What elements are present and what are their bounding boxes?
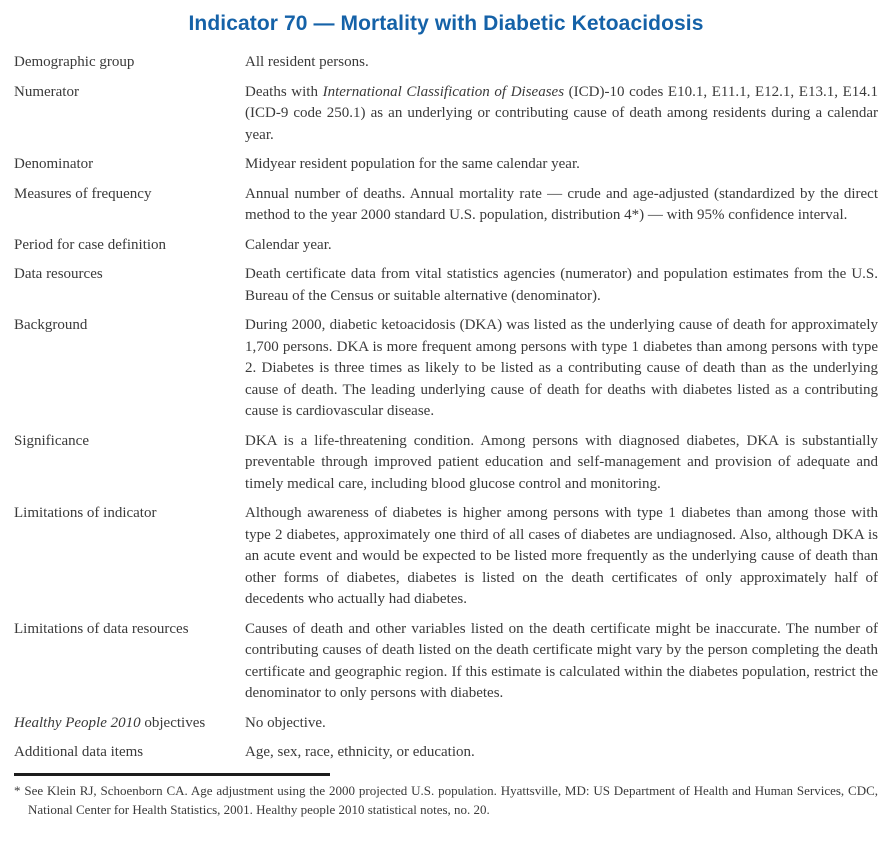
text-segment: (ICD)-10 codes E10.1, E11.1, E12.1, E13.1, E14.1 (ICD-9 code 250.1) as an underlying or contributing cause of death among residents during a calendar year. bbox=[245, 83, 878, 143]
text-segment: Causes of death and other variables listed on the death certificate might be inaccurate. The number of contributing causes of death listed on the death certificate might vary by the person completing the death certificate and geographic region. If this estimate is calculated within the diabetes population, restrict the denominator to only persons with diabetes. bbox=[245, 620, 878, 701]
row-label bbox=[14, 713, 245, 735]
text-segment: All resident persons. bbox=[245, 54, 369, 70]
text-segment: objectives bbox=[140, 714, 206, 731]
text-segment: Demographic group bbox=[14, 54, 135, 70]
text-segment: Although awareness of diabetes is higher among persons with type 1 diabetes than among those with type 2 diabetes, approximately one third of all cases of diabetes are undiagnosed. Also, although DKA is an acute event and would be expected to be listed more frequently as the underlying cause of death than other forms of diabetes, diabetes is listed on the death certificates of only approximately half of decedents who actually had diabetes. bbox=[245, 505, 878, 607]
page-title: Indicator 70 — Mortality with Diabetic Ketoacidosis bbox=[188, 12, 704, 35]
row-content bbox=[245, 184, 878, 227]
row-label bbox=[14, 235, 245, 257]
row-content bbox=[245, 503, 878, 611]
row-content bbox=[245, 264, 878, 307]
row-label bbox=[14, 742, 245, 764]
text-segment: Measures of frequency bbox=[14, 185, 152, 202]
footnote-text: See Klein RJ, Schoenborn CA. Age adjustment using the 2000 projected U.S. population. Hyattsville, MD: US Department of Health and Human Services, CDC, National Center for Health Statistics, 2001. Healthy people 2010 statistical notes, no. 20. bbox=[24, 782, 879, 817]
row-content bbox=[245, 431, 878, 496]
row-label bbox=[14, 503, 245, 611]
row-content bbox=[245, 619, 878, 705]
row-label bbox=[14, 431, 245, 496]
text-segment: Denominator bbox=[14, 156, 94, 172]
text-segment: Calendar year. bbox=[245, 236, 332, 253]
row-label bbox=[14, 264, 245, 307]
row-label bbox=[14, 315, 245, 423]
italic-text-segment: Healthy People 2010 bbox=[14, 714, 141, 731]
definition-list bbox=[14, 52, 878, 764]
row-content bbox=[245, 235, 878, 257]
text-segment: Age, sex, race, ethnicity, or education. bbox=[245, 744, 475, 760]
row-content bbox=[245, 52, 878, 74]
row-content bbox=[245, 742, 878, 764]
text-segment: During 2000, diabetic ketoacidosis (DKA) was listed as the underlying cause of death for approximately 1,700 persons. DKA is more frequent among persons with type 1 diabetes than among persons with type 2. Diabetes is three times as likely to be listed as a contributing cause of death than as the underlying cause of death. The leading underlying cause of death for deaths with diabetes listed as a contributing cause is cardiovascular disease. bbox=[245, 317, 878, 419]
text-segment: Numerator bbox=[14, 83, 79, 100]
text-segment: Limitations of data resources bbox=[14, 620, 189, 637]
text-segment: Additional data items bbox=[14, 744, 144, 760]
text-segment: Death certificate data from vital statistics agencies (numerator) and population estimates from the U.S. Bureau of the Census or suitable alternative (denominator). bbox=[245, 266, 878, 304]
text-segment: Background bbox=[14, 317, 88, 333]
text-segment: Data resources bbox=[14, 266, 103, 282]
row-content bbox=[245, 713, 878, 735]
text-segment: Limitations of indicator bbox=[14, 505, 157, 521]
row-label bbox=[14, 619, 245, 705]
row-label bbox=[14, 154, 245, 176]
text-segment: Deaths with bbox=[245, 83, 323, 100]
row-label bbox=[14, 82, 245, 147]
footnote bbox=[14, 781, 878, 819]
text-segment: DKA is a life-threatening condition. Among persons with diagnosed diabetes, DKA is substantially preventable through improved patient education and self-management and provision of adequate and timely medical care, including blood glucose control and monitoring. bbox=[245, 432, 878, 492]
row-label bbox=[14, 184, 245, 227]
row-content bbox=[245, 154, 878, 176]
text-segment: Midyear resident population for the same calendar year. bbox=[245, 156, 580, 172]
text-segment: Annual number of deaths. Annual mortality rate — crude and age-adjusted (standardized by the direct method to the year 2000 standard U.S. population, distribution 4*) — with 95% confidence interval. bbox=[245, 185, 878, 223]
row-content bbox=[245, 82, 878, 147]
italic-text-segment: International Classification of Diseases bbox=[322, 83, 565, 100]
row-label bbox=[14, 52, 245, 74]
footnote-rule bbox=[14, 773, 330, 776]
text-segment: Significance bbox=[14, 432, 89, 449]
row-content bbox=[245, 315, 878, 423]
text-segment: Period for case definition bbox=[14, 236, 167, 253]
text-segment: No objective. bbox=[245, 714, 326, 731]
footnote-marker: * bbox=[14, 782, 21, 798]
